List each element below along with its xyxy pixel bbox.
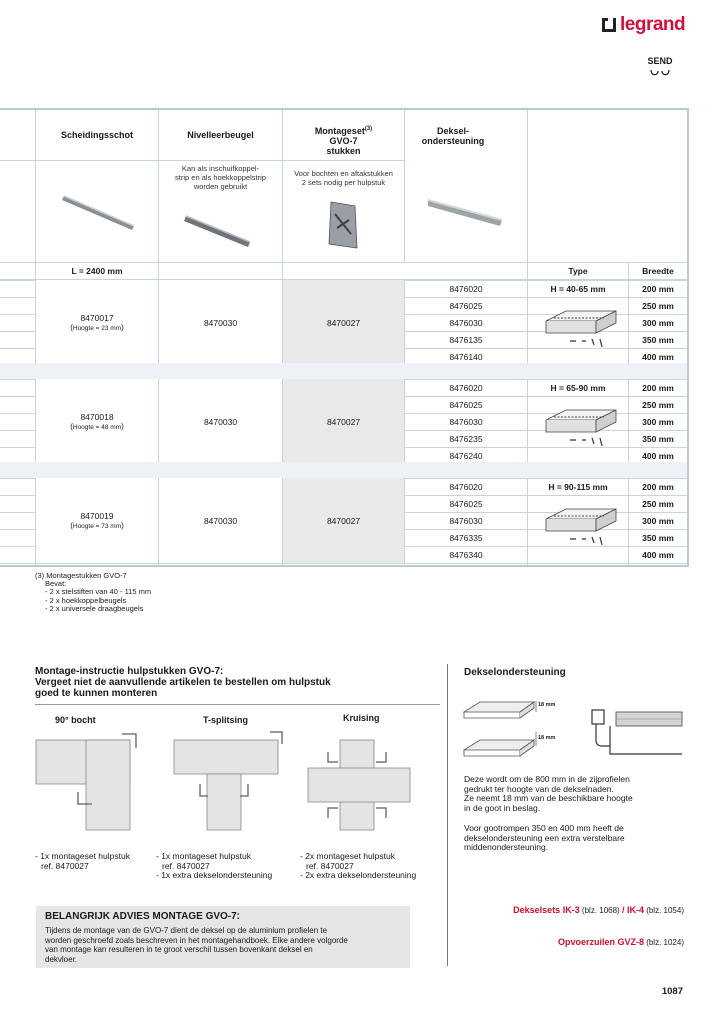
montageset-image	[325, 198, 361, 252]
cable-duct-image	[540, 307, 620, 353]
group-spacer	[0, 462, 687, 478]
note-montageset	[283, 169, 404, 187]
scheiding-note: (Hoogte = 48 mm)	[70, 422, 124, 431]
dekselondersteuning-image	[426, 194, 506, 234]
type-label: H = 90-115 mm	[548, 481, 608, 492]
deksel-title: Dekselondersteuning	[464, 667, 566, 678]
row-divider	[0, 160, 404, 161]
scheiding-note: (Hoogte = 23 mm)	[70, 323, 124, 332]
type-header: Type	[568, 266, 588, 276]
header-montageset	[283, 124, 404, 156]
scheiding-ref: 8470018	[80, 412, 114, 422]
row-divider	[0, 396, 35, 397]
advice-line: worden geschroefd zoals beschreven in het montagehandboek. Elke andere volgorde	[45, 935, 348, 945]
section-divider	[447, 664, 448, 966]
footnote-line: Bevat:	[45, 579, 67, 589]
deksel-dim-top: 18 mm	[538, 702, 556, 708]
width-value: 350 mm	[642, 532, 674, 543]
t-splitsing-diagram	[174, 732, 282, 830]
footnote-line: - 2 x hoekkoppelbeugels	[45, 595, 127, 605]
link-page-ref: (blz. 1068)	[579, 906, 622, 915]
product-table	[0, 108, 689, 567]
col-divider	[527, 110, 528, 262]
scheiding-cell	[36, 280, 158, 365]
row-divider	[0, 512, 35, 513]
advice-line: Tijdens de montage van de GVO-7 dient de deksel op de aluminium profielen te	[45, 926, 328, 935]
width-value: 400 mm	[642, 351, 674, 362]
row-divider	[0, 529, 35, 530]
nivel-ref: 8470030	[203, 416, 238, 427]
header-montageset-line2: GVO-7	[329, 136, 358, 146]
width-value: 250 mm	[642, 300, 674, 311]
deksel-dim-bottom: 18 mm	[538, 735, 556, 741]
advice-box	[36, 906, 410, 968]
row-divider	[0, 379, 35, 380]
requirement-line: - 1x montageset hulpstuk	[35, 851, 130, 861]
link-opvoerzuilen[interactable]	[558, 937, 684, 947]
breedte-header: Breedte	[642, 266, 674, 276]
width-value: 250 mm	[642, 498, 674, 509]
footnote-line: - 2 x universele draagbeugels	[45, 603, 144, 613]
row-divider	[0, 413, 35, 414]
header-montageset-line3: stukken	[326, 146, 361, 156]
scheiding-ref: 8470017	[80, 313, 114, 323]
header-deksel-line2: ondersteuning	[421, 136, 485, 146]
length-label: L = 2400 mm	[71, 266, 123, 276]
link-page-ref: (blz. 1054)	[643, 906, 684, 915]
instructions-title-line: goed te kunnen monteren	[35, 688, 158, 699]
instructions-title-line: Montage-instructie hulpstukken GVO-7:	[35, 666, 224, 677]
note-line: Voor bochten en aftakstukken	[294, 169, 393, 178]
scheiding-height: Hoogte = 73 mm	[72, 523, 122, 530]
deksel-line: middenondersteuning.	[464, 842, 549, 852]
requirement-line: ref. 8470027	[162, 860, 210, 871]
width-value: 350 mm	[642, 334, 674, 345]
requirement-line: - 1x montageset hulpstuk	[156, 851, 251, 861]
advice-line: van montage kan resulteren in te groot verschil tussen bovenkant deksel en	[45, 945, 313, 954]
assembly-diagrams	[32, 728, 442, 840]
legrand-logo	[602, 14, 685, 36]
article-ref: 8476025	[449, 498, 483, 509]
advice-title: BELANGRIJK ADVIES MONTAGE GVO-7:	[45, 911, 241, 922]
row-divider	[0, 478, 35, 479]
nivel-ref: 8470030	[203, 515, 238, 526]
col-divider	[628, 478, 629, 563]
label-90-bocht: 90° bocht	[55, 715, 96, 725]
row-divider	[0, 348, 35, 349]
article-ref: 8476340	[449, 549, 483, 560]
width-value: 200 mm	[642, 481, 674, 492]
advice-line: dekvloer.	[45, 954, 78, 964]
deksel-line: dekselondersteuning een extra verstelbare	[464, 832, 625, 843]
advice-text	[45, 926, 348, 964]
article-ref: 8476025	[449, 399, 483, 410]
article-ref: 8476030	[449, 317, 483, 328]
type-label: H = 65-90 mm	[550, 382, 606, 393]
divider	[35, 704, 440, 705]
note-nivelleerbeugel	[159, 164, 282, 191]
scheiding-height: Hoogte = 23 mm	[72, 325, 122, 332]
scheiding-ref: 8470019	[80, 511, 114, 521]
montage-ref: 8470027	[326, 515, 361, 526]
header-deksel-line1: Deksel-	[436, 126, 470, 136]
montage-ref: 8470027	[326, 317, 361, 328]
row-divider	[0, 314, 35, 315]
logo-text: legrand	[620, 14, 686, 35]
nivel-ref: 8470030	[203, 317, 238, 328]
type-label: H = 40-65 mm	[550, 283, 606, 294]
link-dekselsets[interactable]	[513, 905, 684, 915]
header-dekselondersteuning	[405, 126, 501, 146]
group-divider	[0, 563, 687, 564]
note-line: worden gebruikt	[193, 182, 248, 191]
montage-ref: 8470027	[326, 416, 361, 427]
deksel-line: Deze wordt om de 800 mm in de zijprofielen	[464, 774, 630, 784]
note-line: 2 sets nodig per hulpstuk	[301, 178, 386, 187]
send-label: SEND	[647, 56, 673, 66]
article-ref: 8476020	[449, 382, 483, 393]
article-ref: 8476020	[449, 481, 483, 492]
send-badge	[640, 56, 680, 79]
article-ref: 8476335	[449, 532, 483, 543]
width-value: 350 mm	[642, 433, 674, 444]
footnote	[35, 572, 151, 613]
send-loop-icon	[649, 67, 671, 77]
scheidingsschot-image	[60, 188, 140, 238]
width-value: 200 mm	[642, 283, 674, 294]
deksel-line: gedrukt ter hoogte van de dekselnaden.	[464, 783, 614, 794]
link-dekselsets-ik3[interactable]: Dekselsets IK-3	[513, 905, 580, 915]
requirement-line: - 1x extra dekselondersteuning	[156, 870, 273, 880]
scheiding-cell	[36, 478, 158, 563]
article-ref: 8476030	[449, 416, 483, 427]
requirement-line: ref. 8470027	[306, 860, 354, 871]
scheiding-cell	[36, 379, 158, 464]
width-value: 400 mm	[642, 549, 674, 560]
row-divider	[0, 430, 35, 431]
requirement-line: - 2x montageset hulpstuk	[300, 851, 395, 861]
header-montageset-sup: (3)	[364, 126, 373, 132]
header-scheidingsschot: Scheidingsschot	[60, 130, 133, 140]
cable-duct-image	[540, 505, 620, 551]
label-t-splitsing: T-splitsing	[203, 715, 248, 725]
cable-duct-image	[540, 406, 620, 452]
row-divider	[0, 280, 35, 281]
tsplit-requirements	[156, 852, 272, 881]
scheiding-note: (Hoogte = 73 mm)	[70, 521, 124, 530]
link-dekselsets-ik4[interactable]: / IK-4	[621, 905, 644, 915]
legrand-logo-mark-icon	[602, 18, 616, 32]
header-montageset-line1: Montageset	[314, 126, 365, 136]
article-ref: 8476140	[449, 351, 483, 362]
row-divider	[0, 297, 35, 298]
row-divider	[0, 331, 35, 332]
deksel-para1	[464, 775, 633, 813]
link-opvoerzuilen-gvz8[interactable]: Opvoerzuilen GVZ-8	[557, 937, 644, 947]
width-value: 300 mm	[642, 416, 674, 427]
requirement-line: ref. 8470027	[41, 860, 89, 871]
deksel-diagram	[460, 696, 686, 766]
row-divider	[0, 546, 35, 547]
deksel-line: in de goot in beslag.	[464, 802, 541, 813]
article-ref: 8476020	[449, 283, 483, 294]
deksel-line: Voor gootrompen 350 en 400 mm heeft de	[464, 823, 624, 833]
row-divider	[0, 447, 35, 448]
nivelleerbeugel-image	[182, 212, 258, 252]
width-value: 400 mm	[642, 450, 674, 461]
width-value: 200 mm	[642, 382, 674, 393]
instructions-title	[35, 666, 435, 699]
deksel-line: Ze neemt 18 mm van de beschikbare hoogte	[464, 793, 633, 803]
row-divider	[0, 495, 35, 496]
article-ref: 8476025	[449, 300, 483, 311]
instructions-title-line: Vergeet niet de aanvullende artikelen te bestellen om hulpstuk	[35, 677, 331, 688]
col-divider	[628, 280, 629, 365]
width-value: 300 mm	[642, 317, 674, 328]
page-number: 1087	[661, 986, 683, 997]
deksel-para2	[464, 824, 625, 853]
col-divider	[628, 379, 629, 464]
link-page-ref: (blz. 1024)	[643, 938, 684, 947]
label-kruising: Kruising	[343, 713, 380, 723]
width-value: 250 mm	[642, 399, 674, 410]
scheiding-height: Hoogte = 48 mm	[72, 424, 122, 431]
width-value: 300 mm	[642, 515, 674, 526]
article-ref: 8476030	[449, 515, 483, 526]
article-ref: 8476135	[449, 334, 483, 345]
kruising-diagram	[308, 740, 410, 830]
header-nivelleerbeugel: Nivelleerbeugel	[187, 130, 254, 140]
note-line: strip en als hoekkoppelstrip	[175, 173, 266, 182]
requirement-line: - 2x extra dekselondersteuning	[300, 870, 417, 880]
note-line: Kan als inschuifkoppel-	[181, 164, 260, 173]
bocht-diagram	[36, 734, 136, 830]
article-ref: 8476235	[449, 433, 483, 444]
bocht-requirements	[35, 852, 130, 871]
group-spacer	[0, 363, 687, 379]
footnote-title: (3) Montagestukken GVO-7	[35, 571, 127, 580]
kruising-requirements	[300, 852, 416, 881]
footnote-line: - 2 x stelstiften van 40 - 115 mm	[45, 587, 152, 597]
article-ref: 8476240	[449, 450, 483, 461]
